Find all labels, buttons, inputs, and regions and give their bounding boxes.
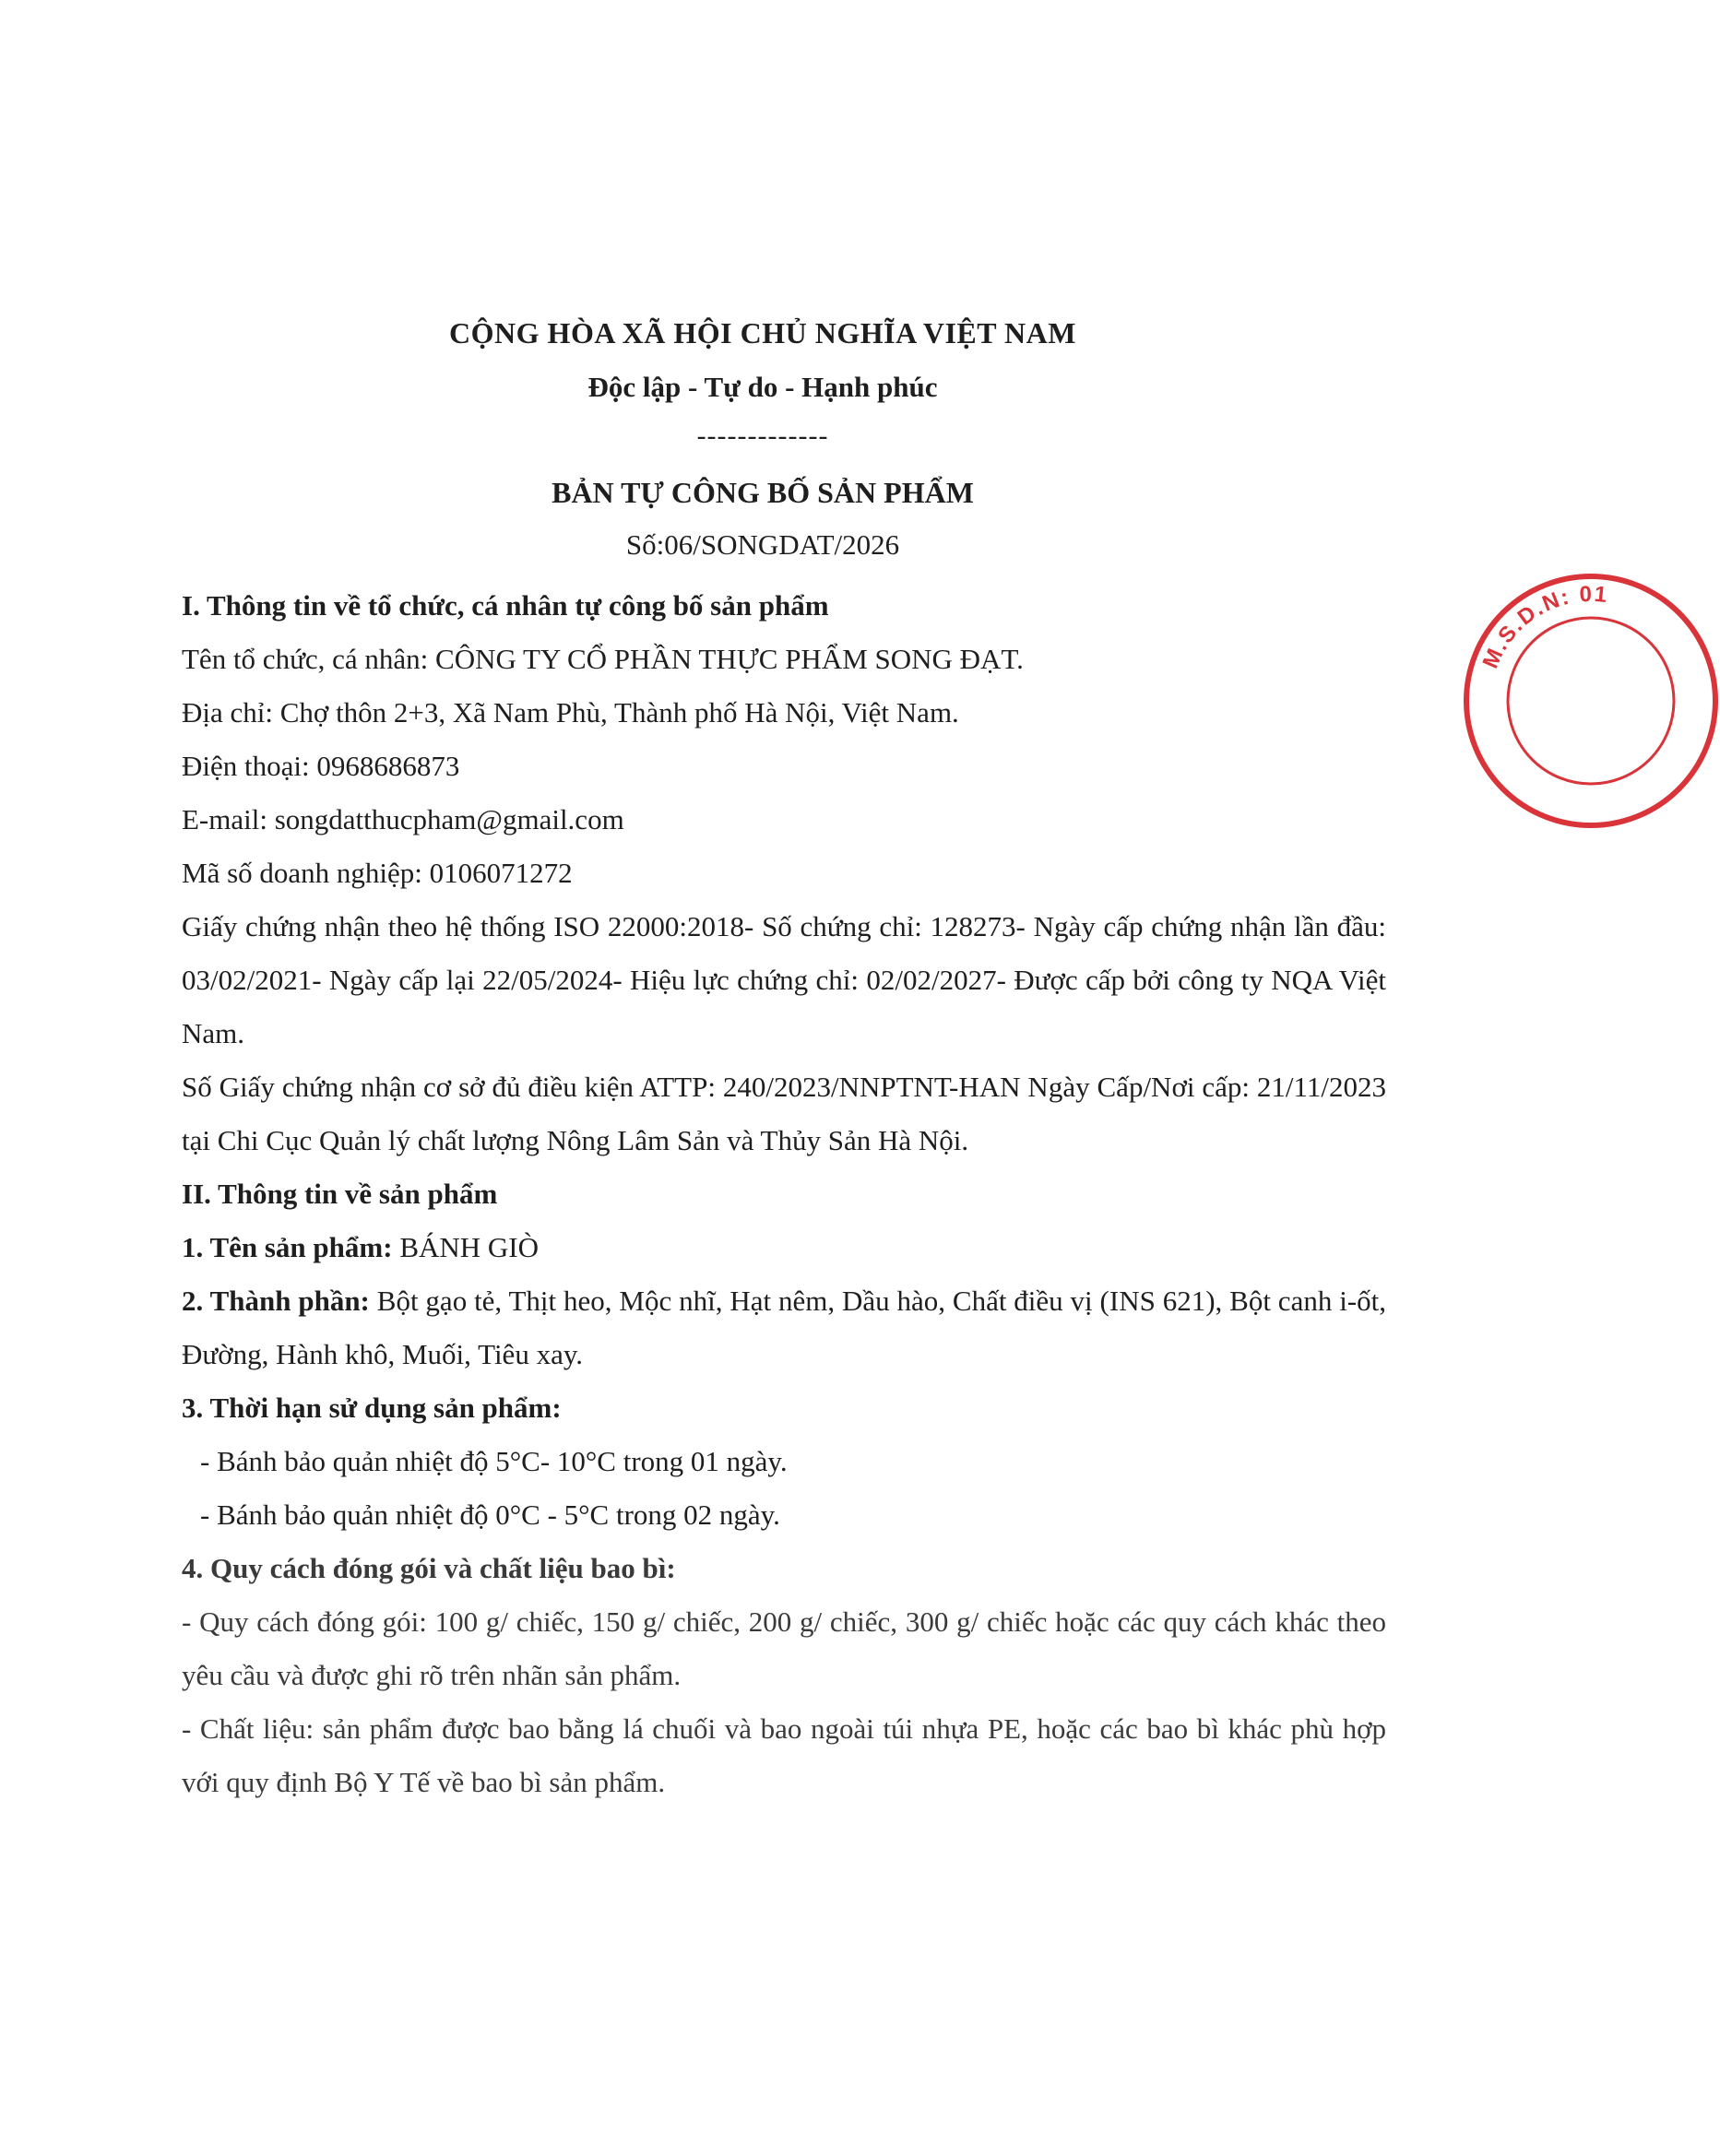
document-number: Số:06/SONGDAT/2026: [625, 528, 900, 561]
company-seal-stamp: [1462, 572, 1720, 830]
ingredients-value: Bột gạo tẻ, Thịt heo, Mộc nhĩ, Hạt nêm, Dầu hào, Chất điều vị (INS 621), Bột canh i-ốt, Đường, Hành khô, Muối, Tiêu xay.: [182, 1285, 1386, 1370]
address-value: Chợ thôn 2+3, Xã Nam Phù, Thành phố Hà Nội, Việt Nam.: [279, 696, 959, 729]
packaging-spec-paragraph: - Quy cách đóng gói: 100 g/ chiếc, 150 g/ chiếc, 200 g/ chiếc, 300 g/ chiếc hoặc các quy cách khác theo yêu cầu và được ghi rõ trên nhãn sản phẩm.: [182, 1605, 1386, 1691]
product-name-row: [182, 1221, 1386, 1274]
stamp-text: M.S.D.N: 01: [1477, 581, 1610, 672]
phone-row: [182, 740, 1386, 793]
org-name-value: CÔNG TY CỔ PHẦN THỰC PHẨM SONG ĐẠT.: [435, 643, 1024, 675]
section1-heading: I. Thông tin về tổ chức, cá nhân tự công bố sản phẩm: [182, 589, 829, 622]
title-separator: -------------: [696, 421, 829, 451]
product-name-value: BÁNH GIÒ: [399, 1231, 539, 1263]
packaging-material-paragraph: - Chất liệu: sản phẩm được bao bằng lá chuối và bao ngoài túi nhựa PE, hoặc các bao bì khác phù hợp với quy định Bộ Y Tế về bao bì sản phẩm.: [182, 1712, 1386, 1798]
shelf-life-item: - Bánh bảo quản nhiệt độ 5°C- 10°C trong 01 ngày.: [200, 1445, 788, 1477]
tax-code-label: Mã số doanh nghiệp:: [182, 857, 422, 889]
org-name-label: Tên tổ chức, cá nhân:: [182, 643, 429, 675]
shelf-life-item: - Bánh bảo quản nhiệt độ 0°C - 5°C trong 02 ngày.: [200, 1499, 780, 1531]
attp-certificate-paragraph: Số Giấy chứng nhận cơ sở đủ điều kiện ATTP: 240/2023/NNPTNT-HAN Ngày Cấp/Nơi cấp: 21/11/2023 tại Chi Cục Quản lý chất lượng Nông Lâm Sản và Thủy Sản Hà Nội.: [182, 1071, 1386, 1156]
svg-text:M.S.D.N: 01: [1478, 582, 1610, 672]
address-row: [182, 686, 1386, 740]
document-title: BẢN TỰ CÔNG BỐ SẢN PHẨM: [552, 476, 974, 509]
phone-value: 0968686873: [316, 750, 460, 782]
packaging-heading: 4. Quy cách đóng gói và chất liệu bao bì:: [182, 1552, 676, 1584]
national-name: CỘNG HÒA XÃ HỘI CHỦ NGHĨA VIỆT NAM: [449, 316, 1076, 349]
email-label: E-mail:: [182, 803, 267, 835]
section2-heading: II. Thông tin về sản phẩm: [182, 1178, 498, 1210]
ingredients-label: 2. Thành phần:: [182, 1285, 370, 1317]
product-name-label: 1. Tên sản phẩm:: [182, 1231, 393, 1263]
tax-code-value: 0106071272: [429, 857, 573, 889]
tax-code-row: [182, 847, 1386, 900]
national-motto: Độc lập - Tự do - Hạnh phúc: [587, 371, 938, 403]
shelf-life-heading: 3. Thời hạn sử dụng sản phẩm:: [182, 1392, 562, 1424]
address-label: Địa chỉ:: [182, 696, 273, 729]
document-body: [182, 579, 1386, 1809]
ingredients-row: [182, 1274, 1386, 1381]
phone-label: Điện thoại:: [182, 750, 310, 782]
org-name-row: [182, 633, 1386, 686]
email-row: [182, 793, 1386, 847]
email-value: songdatthucpham@gmail.com: [274, 803, 624, 835]
iso-certificate-paragraph: Giấy chứng nhận theo hệ thống ISO 22000:2018- Số chứng chỉ: 128273- Ngày cấp chứng nhận lần đầu: 03/02/2021- Ngày cấp lại 22/05/2024- Hiệu lực chứng chỉ: 02/02/2027- Được cấp bởi công ty NQA Việt Nam.: [182, 910, 1386, 1049]
